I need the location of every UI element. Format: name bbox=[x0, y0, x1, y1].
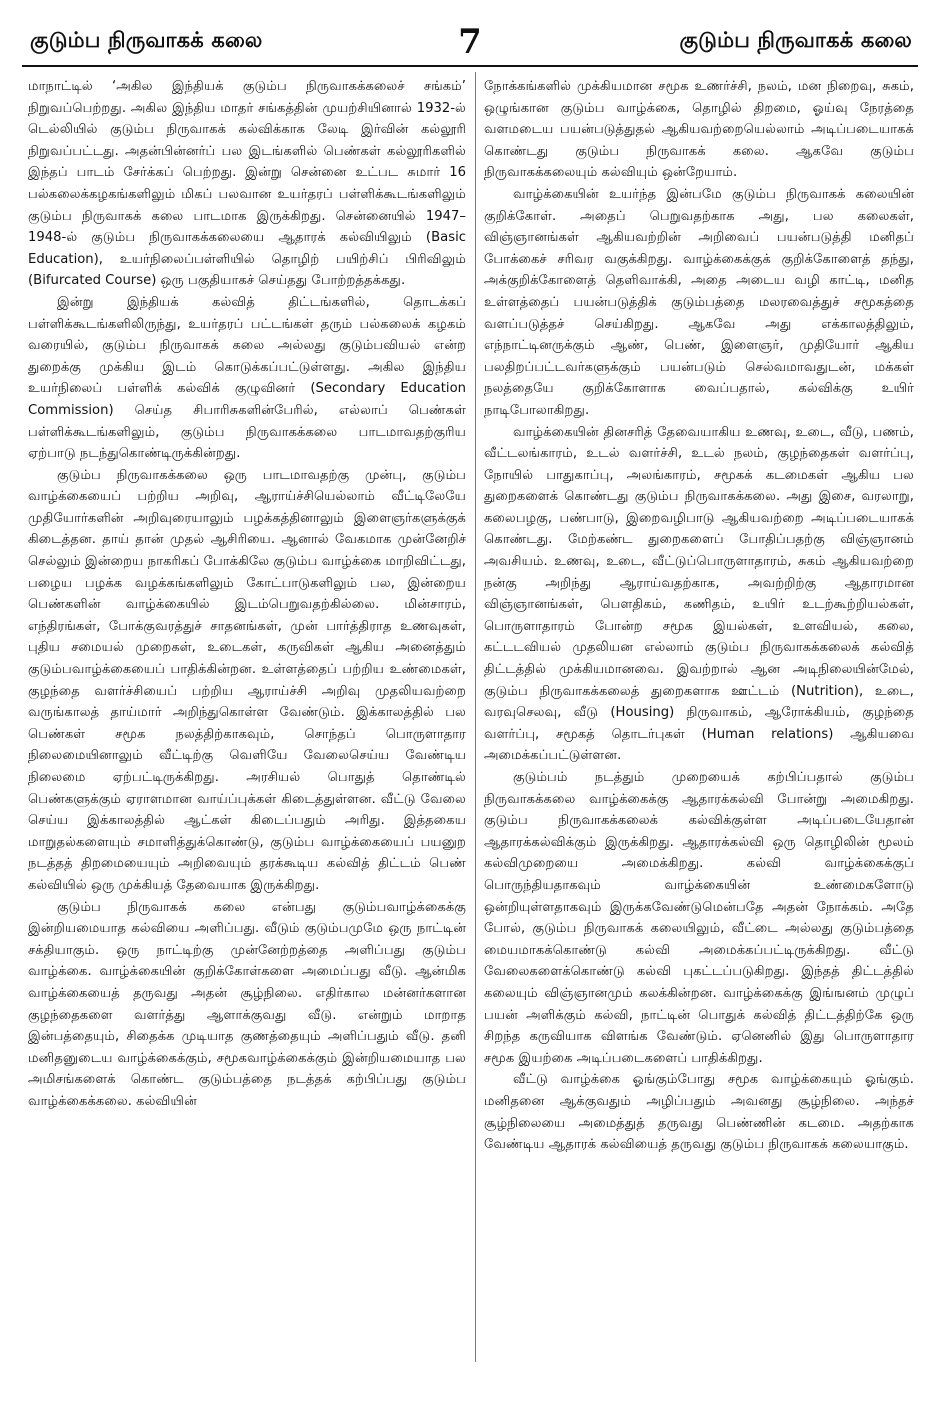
paragraph: குடும்ப நிருவாகக்கலை ஒரு பாடமாவதற்கு முன்பு, குடும்ப வாழ்க்கையைப் பற்றிய அறிவு, ஆராய்ச்சியெல்லாம் வீட்டிலேயே முதியோர்களின் அறிவுரையாலும் பழக்கத்தினாலும் இளைஞர்களுக்குக் கிடைத்தன. தாய் தான் முதல் ஆசிரியை. ஆனால் வேகமாக முன்னேறிச் செல்லும் இன்றைய நாகரிகப் போக்கிலே குடும்ப வாழ்க்கை மாறிவிட்டது, பழைய பழக்க வழக்கங்களிலும் கோட்பாடுகளிலும் பல, இன்றைய பெண்களின் வாழ்க்கையில் இடம்பெறுவதற்கில்லை. மின்சாரம், எந்திரங்கள், போக்குவரத்துச் சாதனங்கள், முன் பார்த்திராத உணவுகள், புதிய சமையல் முறைகள், உடைகள், கருவிகள் ஆகிய அனைத்தும் குடும்பவாழ்க்கையைப் பாதிக்கின்றன. உள்ளத்தைப் பற்றிய உண்மைகள், குழந்தை வளர்ச்சியைப் பற்றிய ஆராய்ச்சி அறிவு முதலியவற்றை வருங்காலத் தாய்மார் அறிந்துகொள்ள வேண்டும். இக்காலத்தில் பல பெண்கள் சமூக நலத்திற்காகவும், சொந்தப் பொருளாதார நிலைமையினாலும் வீட்டிற்கு வெளியே வேலைசெய்ய வேண்டிய நிலைமை ஏற்பட்டிருக்கிறது. அரசியல் பொதுத் தொண்டில் பெண்களுக்கும் ஏராளமான வாய்ப்புக்கள் கிடைத்துள்ளன. வீட்டு வேலை செய்ய இக்காலத்தில் ஆட்கள் கிடைப்பதும் அரிது. இத்தகைய மாறுதல்களையும் சமாளித்துக்கொண்டு, குடும்ப வாழ்க்கையைப் பயனுற நடத்தத் திறமையையும் அறிவையும் தரக்கூடிய கல்வித் திட்டம் பெண் கல்வியில் ஒரு முக்கியத் தேவையாக இருக்கிறது. bbox=[28, 467, 466, 893]
paragraph: குடும்பம் நடத்தும் முறையைக் கற்பிப்பதால் குடும்ப நிருவாகக்கலை வாழ்க்கைக்கு ஆதாரக்கல்வி போன்று அமைகிறது. குடும்ப நிருவாகக்கலைக் கல்விக்குள்ள அடிப்படையேதான் ஆதாரக்கல்விக்கும் இருக்கிறது. ஆதாரக்கல்வி ஒரு தொழிலின் மூலம் கல்விமுறையை அமைக்கிறது. கல்வி வாழ்க்கைக்குப் பொருந்தியதாகவும் வாழ்க்கையின் உண்மைகளோடு ஒன்றியுள்ளதாகவும் இருக்கவேண்டுமென்பதே அதன் நோக்கம். அதே போல், குடும்ப நிருவாகக் கலையிலும், வீட்டை அல்லது குடும்பத்தை மையமாகக்கொண்டு கல்வி அமைக்கப்பட்டிருக்கிறது. வீட்டு வேலைகளைக்கொண்டு கல்வி புகட்டப்படுகிறது. இந்தத் திட்டத்தில் கலையும் விஞ்ஞானமும் கலக்கின்றன. வாழ்க்கைக்கு இங்ஙனம் முழுப் பயன் அளிக்கும் கல்வி, நாட்டின் பொதுக் கல்வித் திட்டத்திற்கே ஒரு சிறந்த கருவியாக விளங்க வேண்டும். ஏனெனில் இது பொருளாதார சமூக இயற்கை அடிப்படைகளைப் பாதிக்கிறது. bbox=[484, 770, 914, 1066]
paragraph: இன்று இந்தியக் கல்வித் திட்டங்களில், தொடக்கப் பள்ளிக்கூடங்களிலிருந்து, உயர்தரப் பட்டங்கள் தரும் பல்கலைக் கழகம் வரையில், குடும்ப நிருவாகக் கலை அல்லது குடும்பவியல் என்ற துறைக்கு முக்கிய இடம் கொடுக்கப்பட்டுள்ளது. அகில இந்திய உயர்நிலைப் பள்ளிக் கல்விக் குழுவினர் (Secondary Education Commission) செய்த சிபாரிசுகளின்பேரில், எல்லாப் பெண்கள் பள்ளிக்கூடங்களிலும், குடும்ப நிருவாகக்கலை பாடமாவதற்குரிய ஏற்பாடு நடந்துகொண்டிருக்கின்றது. bbox=[28, 294, 466, 462]
paragraph: வாழ்க்கையின் தினசரித் தேவையாகிய உணவு, உடை, வீடு, பணம், வீட்டலங்காரம், உடல் வளர்ச்சி, உடல் நலம், குழந்தைகள் வளர்ப்பு, நோயில் பாதுகாப்பு, அலங்காரம், சமூகக் கடமைகள் ஆகிய பல துறைகளைக் கொண்டது குடும்ப நிருவாகக்கலை. அது இசை, வரலாறு, கலைபழகு, பண்பாடு, இறைவழிபாடு ஆகியவற்றை அடிப்படையாகக் கொண்டது. மேற்கண்ட துறைகளைப் போதிப்பதற்கு விஞ்ஞானம் அவசியம். உணவு, உடை, வீட்டுப்பொருளாதாரம், சுகம் ஆகியவற்றை நன்கு அறிந்து ஆராய்வதற்காக, அவற்றிற்கு ஆதாரமான விஞ்ஞானங்கள், பௌதிகம், கணிதம், உயிர் உடற்கூற்றியல்கள், பொருளாதாரம் போன்ற சமூக இயல்கள், உளவியல், கலை, கட்டடவியல் முதலியன எல்லாம் குடும்ப நிருவாகக்கலைக் கல்வித் திட்டத்தில் முக்கியமானவை. இவற்றால் ஆன அடிநிலையின்மேல், குடும்ப நிருவாகக்கலைத் துறைகளாக ஊட்டம் (Nutrition), உடை, வரவுசெலவு, வீடு (Housing) நிருவாகம், ஆரோக்கியம், குழந்தை வளர்ப்பு, சமூகத் தொடர்புகள் (Human relations) ஆகியவை அமைக்கப்பட்டுள்ளன. bbox=[484, 424, 914, 764]
running-header bbox=[22, 22, 918, 64]
paragraph: மாநாட்டில் ‘அகில இந்தியக் குடும்ப நிருவாகக்கலைச் சங்கம்’ நிறுவப்பெற்றது. அகில இந்திய மாதர் சங்கத்தின் முயற்சியினால் 1932-ல் டெல்லியில் குடும்ப நிருவாகக் கல்விக்காக லேடி இர்வின் கல்லூரி நிறுவப்பட்டது. அதன்பின்னர்ப் பல இடங்களில் பெண்கள் கல்லூரிகளில் இந்தப் பாடம் சேர்க்கப் பெற்றது. இன்று சென்னை உட்பட சுமார் 16 பல்கலைக்கழகங்களிலும் மிகப் பலவான உயர்தரப் பள்ளிக்கூடங்களிலும் குடும்ப நிருவாகக் கலை பாடமாக இருக்கிறது. சென்னையில் 1947–1948-ல் குடும்ப நிருவாகக்கலையை ஆதாரக் கல்வியிலும் (Basic Education), உயர்நிலைப்பள்ளியில் தொழிற் பயிற்சிப் பிரிவிலும் (Bifurcated Course) ஒரு பகுதியாகச் செய்தது போற்றத்தக்கது. bbox=[28, 79, 466, 289]
column-divider bbox=[475, 72, 476, 1362]
left-column bbox=[28, 76, 466, 1113]
header-right-title: குடும்ப நிருவாகக் கலை bbox=[679, 28, 912, 52]
page-number: 7 bbox=[458, 22, 482, 62]
paragraph: வாழ்க்கையின் உயர்ந்த இன்பமே குடும்ப நிருவாகக் கலையின் குறிக்கோள். அதைப் பெறுவதற்காக அது, பல கலைகள், விஞ்ஞானங்கள் ஆகியவற்றின் அறிவைப் பயன்படுத்தி மனிதப் போக்கைச் சரிவர வகுக்கிறது. வாழ்க்கைக்குக் குறிக்கோளைத் தந்து, அக்குறிக்கோளைத் தெளிவாக்கி, அதை அடைய வழி காட்டி, மனித உள்ளத்தைப் பயன்படுத்திக் குடும்பத்தை மலரவைத்துச் சமூகத்தை வளப்படுத்தச் செய்கிறது. ஆகவே அது எக்காலத்திலும், எந்நாட்டினருக்கும் ஆண், பெண், இளைஞர், முதியோர் ஆகிய பலதிறப்பட்டவர்களுக்கும் பயன்படும் செல்வமாவதுடன், மக்கள் நலத்தையே குறிக்கோளாக வைப்பதால், கல்விக்கு உயிர் நாடிபோலாகிறது. bbox=[484, 186, 914, 418]
paragraph: நோக்கங்களில் முக்கியமான சமூக உணர்ச்சி, நலம், மன நிறைவு, சுகம், ஒழுங்கான குடும்ப வாழ்க்கை, தொழில் திறமை, ஓய்வு நேரத்தை வளமடைய பயன்படுத்துதல் ஆகியவற்றையெல்லாம் அடிப்படையாகக் கொண்டது குடும்ப நிருவாகக் கலை. ஆகவே குடும்ப நிருவாகக்கலையும் கல்வியும் ஒன்றேயாம். bbox=[484, 79, 914, 181]
paragraph: வீட்டு வாழ்க்கை ஓங்கும்போது சமூக வாழ்க்கையும் ஓங்கும். மனிதனை ஆக்குவதும் அழிப்பதும் அவனது சூழ்நிலை. அந்தச் சூழ்நிலையை அமைத்துத் தருவது பெண்ணின் கடமை. அதற்காக வேண்டிய ஆதாரக் கல்வியைத் தருவது குடும்ப நிருவாகக் கலையாகும். bbox=[484, 1072, 914, 1153]
right-column bbox=[484, 76, 914, 1156]
header-left-title: குடும்ப நிருவாகக் கலை bbox=[30, 28, 263, 52]
paragraph: குடும்ப நிருவாகக் கலை என்பது குடும்பவாழ்க்கைக்கு இன்றியமையாத கல்வியை அளிப்பது. வீடும் குடும்பமுமே ஒரு நாட்டின் சக்தியாகும். ஒரு நாட்டிற்கு முன்னேற்றத்தை அளிப்பது குடும்ப வாழ்க்கை. வாழ்க்கையின் குறிக்கோள்களை அமைப்பது வீடு. ஆன்மிக வாழ்க்கையைத் தருவது அதன் சூழ்நிலை. எதிர்கால மன்னர்களான குழந்தைகளை வளர்த்து ஆளாக்குவது வீடு. என்றும் மாறாத இன்பத்தையும், சிதைக்க முடியாத குணத்தையும் அளிப்பதும் வீடு. தனி மனிதனுடைய வாழ்க்கைக்கும், சமூகவாழ்க்கைக்கும் இன்றியமையாத பல அமிசங்களைக் கொண்ட குடும்பத்தை நடத்தக் கற்பிப்பது குடும்ப வாழ்க்கைக்கலை. கல்வியின் bbox=[28, 899, 466, 1109]
header-rule bbox=[22, 65, 918, 67]
